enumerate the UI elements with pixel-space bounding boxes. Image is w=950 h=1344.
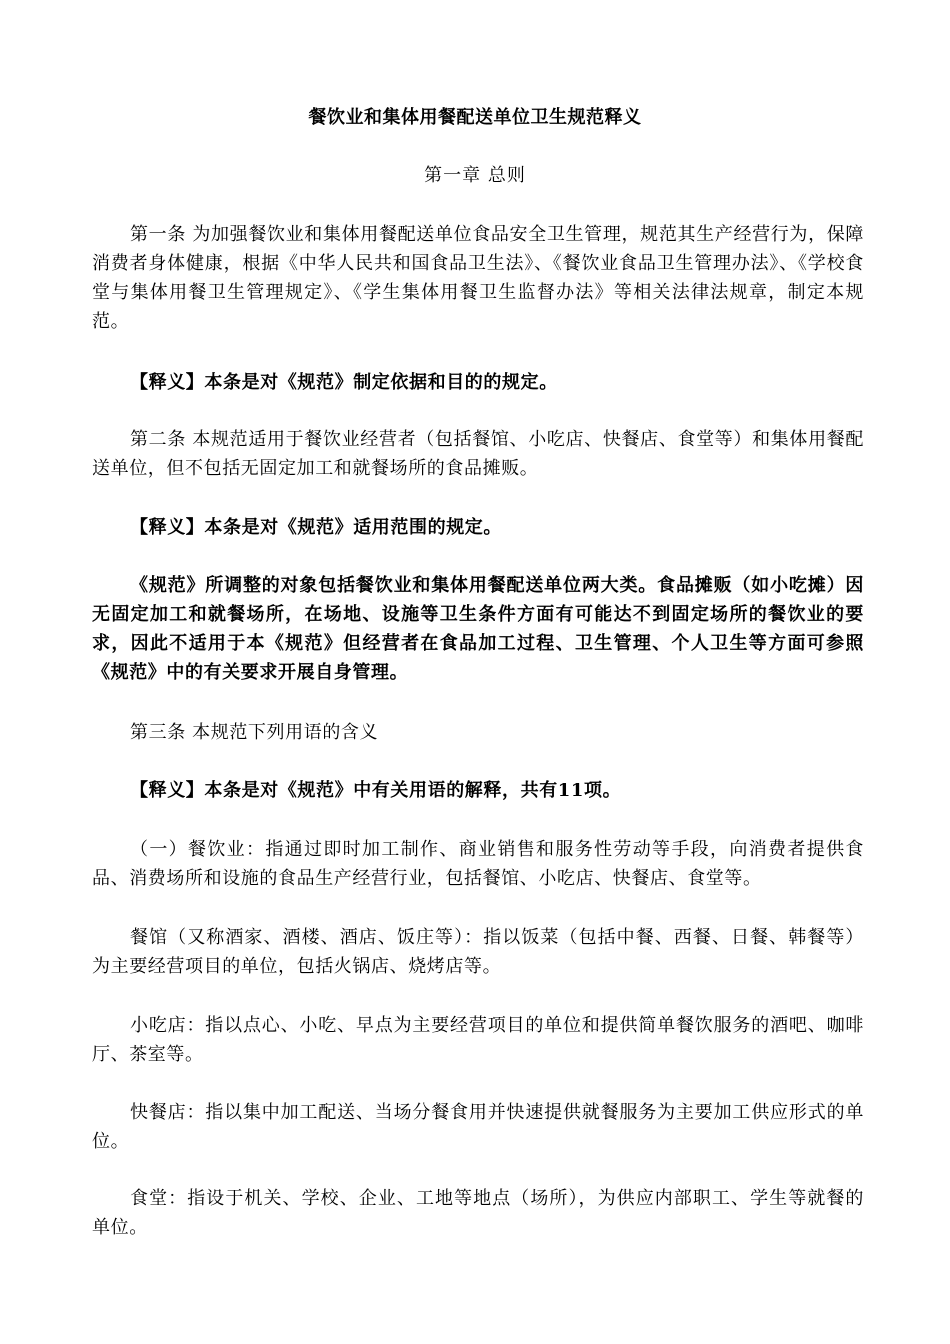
document-title: 餐饮业和集体用餐配送单位卫生规范释义 [308, 107, 642, 128]
article-3: 第三条 本规范下列用语的含义 [130, 722, 379, 743]
article-2-note: 【释义】本条是对《规范》适用范围的规定。 [130, 517, 502, 538]
article-1: 第一条 为加强餐饮业和集体用餐配送单位食品安全卫生管理，规范其生产经营行为，保障消费者身体健康，根据《中华人民共和国食品卫生法》、《餐饮业食品卫生管理办法》、《学校食堂与集体用餐卫生管理规定》、《学生集体用餐卫生监督办法》等相关法律法规章，制定本规范。 [92, 224, 864, 332]
article-2-explanation: 《规范》所调整的对象包括餐饮业和集体用餐配送单位两大类。食品摊贩（如小吃摊）因无固定加工和就餐场所，在场地、设施等卫生条件方面有可能达不到固定场所的餐饮业的要求，因此不适用于本《规范》但经营者在食品加工过程、卫生管理、个人卫生等方面可参照《规范》中的有关要求开展自身管理。 [92, 575, 864, 683]
definition-catering: （一）餐饮业：指通过即时加工制作、商业销售和服务性劳动等手段，向消费者提供食品、消费场所和设施的食品生产经营行业，包括餐馆、小吃店、快餐店、食堂等。 [92, 839, 864, 889]
definition-canteen: 食堂：指设于机关、学校、企业、工地等地点（场所），为供应内部职工、学生等就餐的单位。 [92, 1188, 864, 1238]
chapter-heading: 第一章 总则 [424, 165, 526, 186]
definition-restaurant: 餐馆（又称酒家、酒楼、酒店、饭庄等）：指以饭菜（包括中餐、西餐、日餐、韩餐等）为主要经营项目的单位，包括火锅店、烧烤店等。 [92, 927, 864, 977]
article-3-note: 【释义】本条是对《规范》中有关用语的解释，共有11项。 [130, 780, 622, 801]
definition-snack-shop: 小吃店：指以点心、小吃、早点为主要经营项目的单位和提供简单餐饮服务的酒吧、咖啡厅、茶室等。 [92, 1015, 864, 1065]
definition-fast-food: 快餐店：指以集中加工配送、当场分餐食用并快速提供就餐服务为主要加工供应形式的单位。 [92, 1102, 864, 1152]
article-2: 第二条 本规范适用于餐饮业经营者（包括餐馆、小吃店、快餐店、食堂等）和集体用餐配送单位，但不包括无固定加工和就餐场所的食品摊贩。 [92, 429, 864, 479]
article-1-note: 【释义】本条是对《规范》制定依据和目的的规定。 [130, 372, 558, 393]
